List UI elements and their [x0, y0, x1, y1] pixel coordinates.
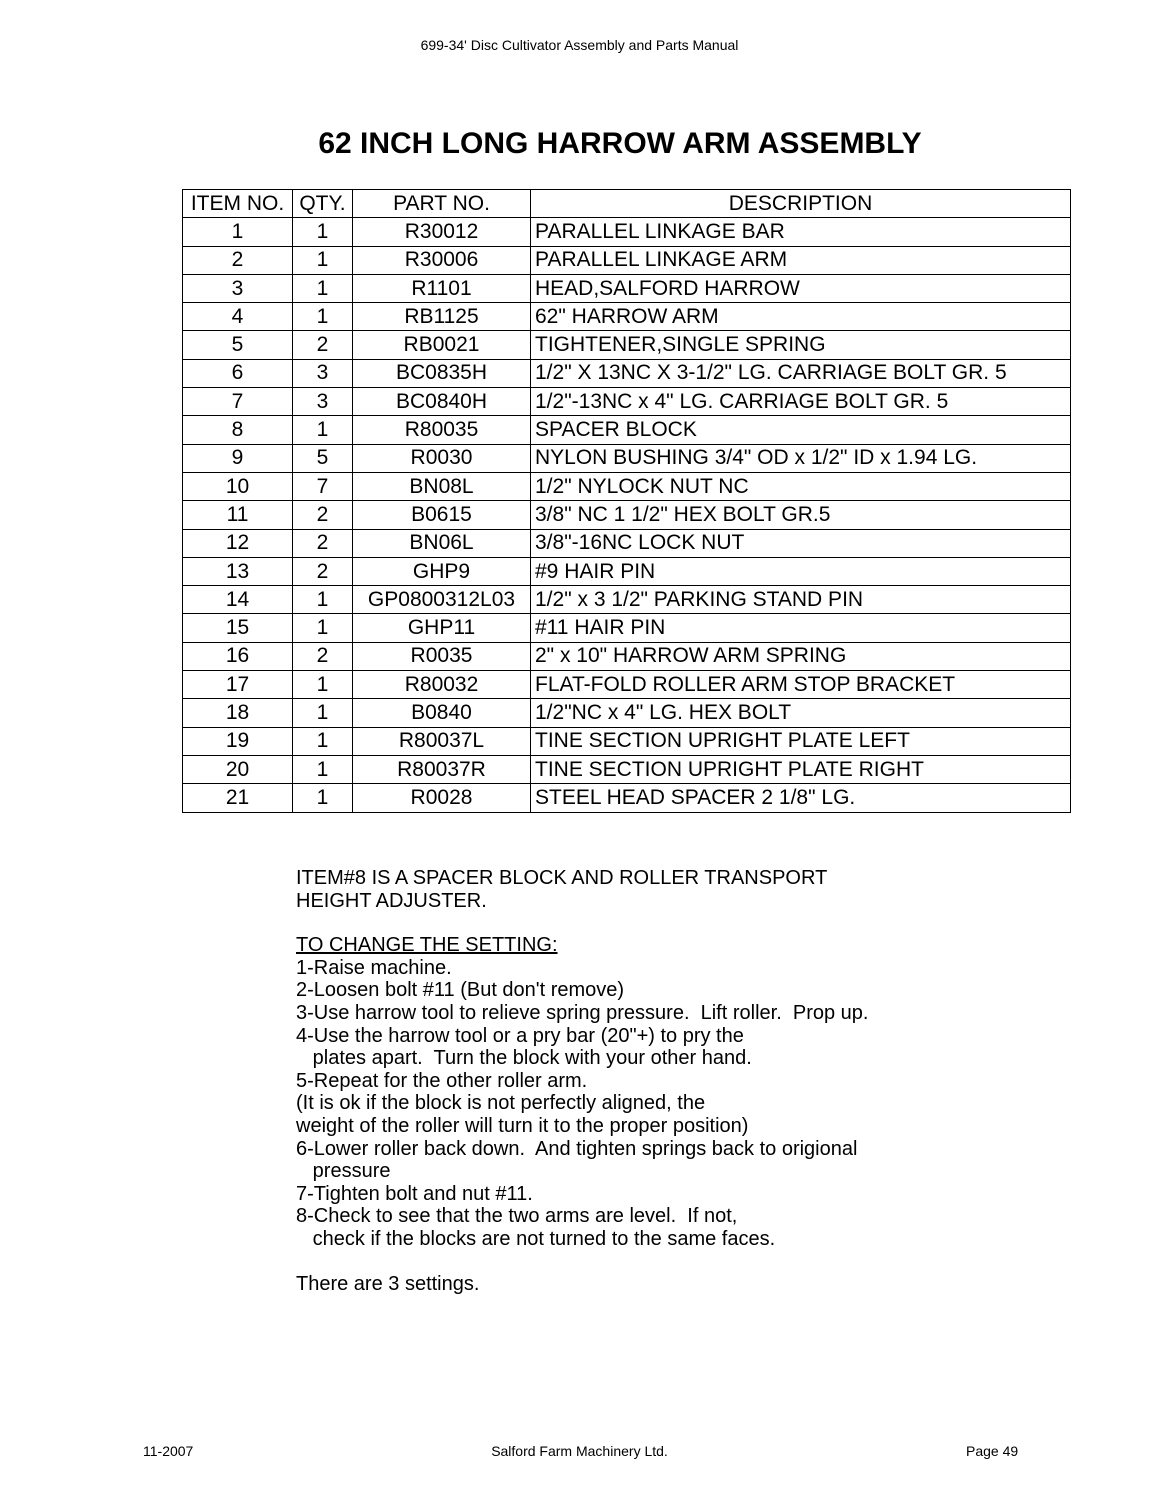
- item-no-cell: 16: [183, 642, 293, 670]
- part-no-cell: BN06L: [353, 529, 531, 557]
- part-no-cell: GHP9: [353, 557, 531, 585]
- qty-cell: 1: [293, 274, 353, 302]
- qty-cell: 1: [293, 586, 353, 614]
- table-row: [183, 472, 1071, 500]
- description-cell: 62" HARROW ARM: [531, 303, 1071, 331]
- column-header: ITEM NO.: [183, 190, 293, 218]
- description-cell: FLAT-FOLD ROLLER ARM STOP BRACKET: [531, 671, 1071, 699]
- description-cell: 1/2"-13NC x 4" LG. CARRIAGE BOLT GR. 5: [531, 388, 1071, 416]
- description-cell: TINE SECTION UPRIGHT PLATE RIGHT: [531, 755, 1071, 783]
- qty-cell: 1: [293, 699, 353, 727]
- description-cell: 3/8"-16NC LOCK NUT: [531, 529, 1071, 557]
- table-row: [183, 388, 1071, 416]
- part-no-cell: GHP11: [353, 614, 531, 642]
- parts-table: [182, 189, 1071, 813]
- notes-intro-line: ITEM#8 IS A SPACER BLOCK AND ROLLER TRANSPORT: [296, 867, 828, 889]
- notes-step-line: check if the blocks are not turned to the same faces.: [296, 1227, 776, 1250]
- description-cell: 1/2"NC x 4" LG. HEX BOLT: [531, 699, 1071, 727]
- notes-step-line: (It is ok if the block is not perfectly aligned, the: [296, 1092, 706, 1115]
- item-no-cell: 17: [183, 671, 293, 699]
- description-cell: TIGHTENER,SINGLE SPRING: [531, 331, 1071, 359]
- item-no-cell: 15: [183, 614, 293, 642]
- qty-cell: 3: [293, 388, 353, 416]
- qty-cell: 2: [293, 529, 353, 557]
- table-row: [183, 727, 1071, 755]
- notes-step-line: 1-Raise machine.: [296, 956, 452, 979]
- description-cell: 1/2" NYLOCK NUT NC: [531, 472, 1071, 500]
- footer-date: 11-2007: [143, 1443, 194, 1459]
- item-no-cell: 6: [183, 359, 293, 387]
- column-header: DESCRIPTION: [531, 190, 1071, 218]
- table-header-row: [183, 190, 1071, 218]
- qty-cell: 5: [293, 444, 353, 472]
- notes-step-line: pressure: [296, 1160, 391, 1183]
- item-no-cell: 12: [183, 529, 293, 557]
- qty-cell: 2: [293, 501, 353, 529]
- page-title: 62 INCH LONG HARROW ARM ASSEMBLY: [318, 127, 922, 160]
- description-cell: 1/2" x 3 1/2" PARKING STAND PIN: [531, 586, 1071, 614]
- part-no-cell: R80035: [353, 416, 531, 444]
- qty-cell: 2: [293, 642, 353, 670]
- table-row: [183, 274, 1071, 302]
- part-no-cell: GP0800312L03: [353, 586, 531, 614]
- description-cell: STEEL HEAD SPACER 2 1/8" LG.: [531, 784, 1071, 812]
- item-no-cell: 2: [183, 246, 293, 274]
- description-cell: #11 HAIR PIN: [531, 614, 1071, 642]
- description-cell: 1/2" X 13NC X 3-1/2" LG. CARRIAGE BOLT GR. 5: [531, 359, 1071, 387]
- table-row: [183, 557, 1071, 585]
- table-row: [183, 784, 1071, 812]
- table-row: [183, 642, 1071, 670]
- item-no-cell: 5: [183, 331, 293, 359]
- qty-cell: 1: [293, 303, 353, 331]
- item-no-cell: 7: [183, 388, 293, 416]
- notes-closing: There are 3 settings.: [296, 1272, 480, 1295]
- footer-company: Salford Farm Machinery Ltd.: [491, 1443, 668, 1459]
- item-no-cell: 8: [183, 416, 293, 444]
- qty-cell: 1: [293, 218, 353, 246]
- part-no-cell: R30012: [353, 218, 531, 246]
- item-no-cell: 13: [183, 557, 293, 585]
- notes-step-line: plates apart. Turn the block with your other hand.: [296, 1047, 752, 1070]
- qty-cell: 1: [293, 727, 353, 755]
- qty-cell: 1: [293, 614, 353, 642]
- table-row: [183, 359, 1071, 387]
- adjustment-notes: [296, 867, 868, 1295]
- part-no-cell: R30006: [353, 246, 531, 274]
- item-no-cell: 9: [183, 444, 293, 472]
- part-no-cell: R0030: [353, 444, 531, 472]
- notes-step-line: 6-Lower roller back down. And tighten springs back to origional: [296, 1137, 858, 1160]
- qty-cell: 1: [293, 246, 353, 274]
- qty-cell: 1: [293, 671, 353, 699]
- parts-table-body: [183, 218, 1071, 812]
- item-no-cell: 18: [183, 699, 293, 727]
- qty-cell: 7: [293, 472, 353, 500]
- table-row: [183, 614, 1071, 642]
- description-cell: TINE SECTION UPRIGHT PLATE LEFT: [531, 727, 1071, 755]
- qty-cell: 3: [293, 359, 353, 387]
- description-cell: 3/8" NC 1 1/2" HEX BOLT GR.5: [531, 501, 1071, 529]
- item-no-cell: 21: [183, 784, 293, 812]
- description-cell: PARALLEL LINKAGE ARM: [531, 246, 1071, 274]
- table-row: [183, 303, 1071, 331]
- description-cell: PARALLEL LINKAGE BAR: [531, 218, 1071, 246]
- description-cell: HEAD,SALFORD HARROW: [531, 274, 1071, 302]
- item-no-cell: 20: [183, 755, 293, 783]
- part-no-cell: BC0835H: [353, 359, 531, 387]
- document-header: 699-34' Disc Cultivator Assembly and Parts Manual: [420, 37, 739, 53]
- table-row: [183, 331, 1071, 359]
- table-row: [183, 416, 1071, 444]
- item-no-cell: 1: [183, 218, 293, 246]
- notes-step-line: 8-Check to see that the two arms are level. If not,: [296, 1205, 738, 1228]
- qty-cell: 1: [293, 784, 353, 812]
- notes-step-line: 3-Use harrow tool to relieve spring pressure. Lift roller. Prop up.: [296, 1001, 869, 1024]
- item-no-cell: 11: [183, 501, 293, 529]
- part-no-cell: R80037R: [353, 755, 531, 783]
- qty-cell: 2: [293, 557, 353, 585]
- table-row: [183, 699, 1071, 727]
- description-cell: NYLON BUSHING 3/4" OD x 1/2" ID x 1.94 LG.: [531, 444, 1071, 472]
- item-no-cell: 3: [183, 274, 293, 302]
- table-row: [183, 755, 1071, 783]
- part-no-cell: B0615: [353, 501, 531, 529]
- column-header: PART NO.: [353, 190, 531, 218]
- part-no-cell: RB0021: [353, 331, 531, 359]
- column-header: QTY.: [293, 190, 353, 218]
- description-cell: 2" x 10" HARROW ARM SPRING: [531, 642, 1071, 670]
- item-no-cell: 19: [183, 727, 293, 755]
- item-no-cell: 4: [183, 303, 293, 331]
- notes-steps: [296, 957, 868, 1251]
- part-no-cell: R0035: [353, 642, 531, 670]
- notes-step-line: 4-Use the harrow tool or a pry bar (20"+) to pry the: [296, 1024, 744, 1047]
- description-cell: #9 HAIR PIN: [531, 557, 1071, 585]
- qty-cell: 1: [293, 755, 353, 783]
- item-no-cell: 10: [183, 472, 293, 500]
- notes-intro-line: HEIGHT ADJUSTER.: [296, 889, 487, 912]
- table-row: [183, 671, 1071, 699]
- notes-heading: TO CHANGE THE SETTING:: [296, 934, 558, 957]
- table-row: [183, 529, 1071, 557]
- table-row: [183, 586, 1071, 614]
- table-row: [183, 218, 1071, 246]
- item-no-cell: 14: [183, 586, 293, 614]
- qty-cell: 2: [293, 331, 353, 359]
- part-no-cell: R1101: [353, 274, 531, 302]
- part-no-cell: R80037L: [353, 727, 531, 755]
- table-row: [183, 246, 1071, 274]
- description-cell: SPACER BLOCK: [531, 416, 1071, 444]
- notes-step-line: 5-Repeat for the other roller arm.: [296, 1069, 588, 1092]
- part-no-cell: R0028: [353, 784, 531, 812]
- part-no-cell: BN08L: [353, 472, 531, 500]
- part-no-cell: BC0840H: [353, 388, 531, 416]
- table-row: [183, 501, 1071, 529]
- table-row: [183, 444, 1071, 472]
- part-no-cell: R80032: [353, 671, 531, 699]
- part-no-cell: B0840: [353, 699, 531, 727]
- notes-step-line: weight of the roller will turn it to the proper position): [296, 1114, 749, 1137]
- qty-cell: 1: [293, 416, 353, 444]
- part-no-cell: RB1125: [353, 303, 531, 331]
- footer-page-number: Page 49: [966, 1443, 1019, 1459]
- notes-step-line: 7-Tighten bolt and nut #11.: [296, 1182, 533, 1205]
- notes-step-line: 2-Loosen bolt #11 (But don't remove): [296, 979, 625, 1002]
